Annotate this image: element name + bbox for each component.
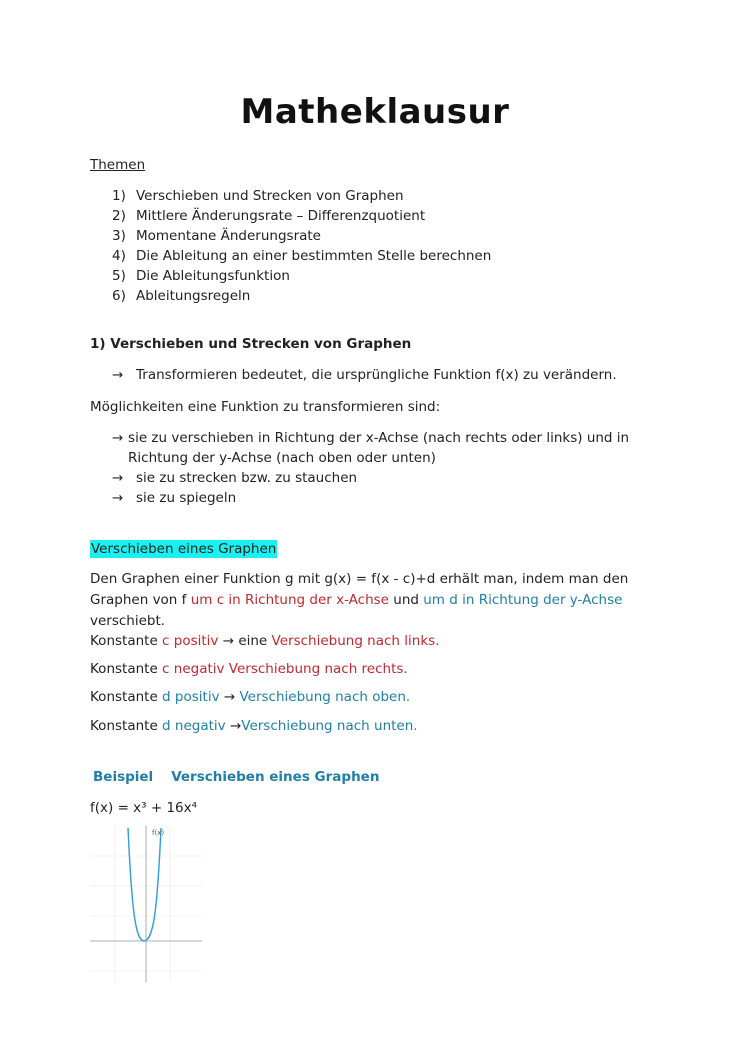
list-number: 5)	[112, 268, 126, 284]
paragraph-text: Den Graphen einer Funktion g mit g(x) = f(x - c)+d erhält man, indem man den Graphen von f	[90, 571, 629, 608]
list-text: Mittlere Änderungsrate – Differenzquotient	[136, 208, 426, 224]
bullet-text: sie zu verschieben in Richtung der x-Achse (nach rechts oder links) und in Richtung der y-Achse (nach oben oder unten)	[128, 430, 630, 466]
list-text: Verschieben und Strecken von Graphen	[136, 188, 404, 204]
rule-text: Konstante	[90, 718, 163, 734]
paragraph-blue-text: um d in Richtung der y-Achse	[423, 592, 623, 608]
list-text: Momentane Änderungsrate	[136, 228, 321, 244]
arrow-icon: →	[112, 490, 124, 506]
section-heading: 1) Verschieben und Strecken von Graphen	[90, 336, 412, 352]
list-text: Ableitungsregeln	[136, 288, 251, 304]
rule-blue-text: d positiv	[162, 689, 220, 705]
shift-paragraph	[90, 569, 670, 632]
constant-rule	[90, 689, 410, 705]
rule-text: Konstante	[90, 661, 163, 677]
themen-heading: Themen	[90, 157, 146, 173]
list-item	[112, 286, 491, 306]
page-title: Matheklausur	[240, 92, 510, 132]
arrow-icon: →	[112, 430, 124, 446]
list-item	[112, 186, 491, 206]
rule-text: Konstante	[90, 689, 163, 705]
rule-text: →	[225, 718, 242, 734]
list-text: Die Ableitungsfunktion	[136, 268, 290, 284]
transform-line	[112, 367, 617, 383]
list-item	[112, 206, 491, 226]
constant-rule	[90, 633, 439, 649]
bullet-item	[112, 468, 672, 488]
rule-text: →	[219, 689, 240, 705]
rule-blue-text: Verschiebung nach unten.	[241, 718, 418, 734]
rule-red-text: Verschiebung nach links.	[271, 633, 440, 649]
example-formula: f(x) = x³ + 16x⁴	[90, 800, 198, 816]
transform-text: Transformieren bedeutet, die ursprüngliche Funktion f(x) zu verändern.	[136, 367, 617, 383]
arrow-icon: →	[112, 367, 124, 383]
constant-rule	[90, 661, 408, 677]
rule-blue-text: d negativ	[162, 718, 226, 734]
bullet-text: sie zu strecken bzw. zu stauchen	[136, 470, 358, 486]
example-title: Verschieben eines Graphen	[171, 769, 380, 785]
list-number: 2)	[112, 208, 126, 224]
bullet-text: sie zu spiegeln	[136, 490, 237, 506]
example-label: Beispiel	[93, 769, 154, 785]
rule-blue-text: Verschiebung nach oben.	[239, 689, 411, 705]
bullet-list	[112, 428, 672, 508]
highlighted-subheading: Verschieben eines Graphen	[91, 541, 277, 557]
arrow-icon: →	[112, 470, 124, 486]
graph-label: f(x)	[152, 829, 165, 837]
list-item	[112, 226, 491, 246]
list-item	[112, 246, 491, 266]
possibilities-intro: Möglichkeiten eine Funktion zu transformieren sind:	[90, 399, 441, 415]
rule-text: Konstante	[90, 633, 163, 649]
constant-rule	[90, 718, 418, 734]
list-number: 6)	[112, 288, 126, 304]
paragraph-text: verschiebt.	[90, 613, 166, 629]
example-heading	[93, 769, 379, 785]
list-number: 4)	[112, 248, 126, 264]
list-number: 3)	[112, 228, 126, 244]
list-item	[112, 266, 491, 286]
function-curve	[128, 828, 161, 941]
paragraph-red-text: um c in Richtung der x-Achse	[190, 592, 389, 608]
paragraph-text: und	[388, 592, 424, 608]
rule-red-text: c positiv	[162, 633, 219, 649]
list-text: Die Ableitung an einer bestimmten Stelle berechnen	[136, 248, 492, 264]
bullet-item	[112, 488, 672, 508]
list-number: 1)	[112, 188, 126, 204]
rule-red-text: c negativ Verschiebung nach rechts.	[162, 661, 408, 677]
function-graph	[90, 826, 202, 982]
topics-list	[112, 186, 491, 306]
bullet-item	[112, 428, 672, 468]
rule-text: → eine	[218, 633, 272, 649]
